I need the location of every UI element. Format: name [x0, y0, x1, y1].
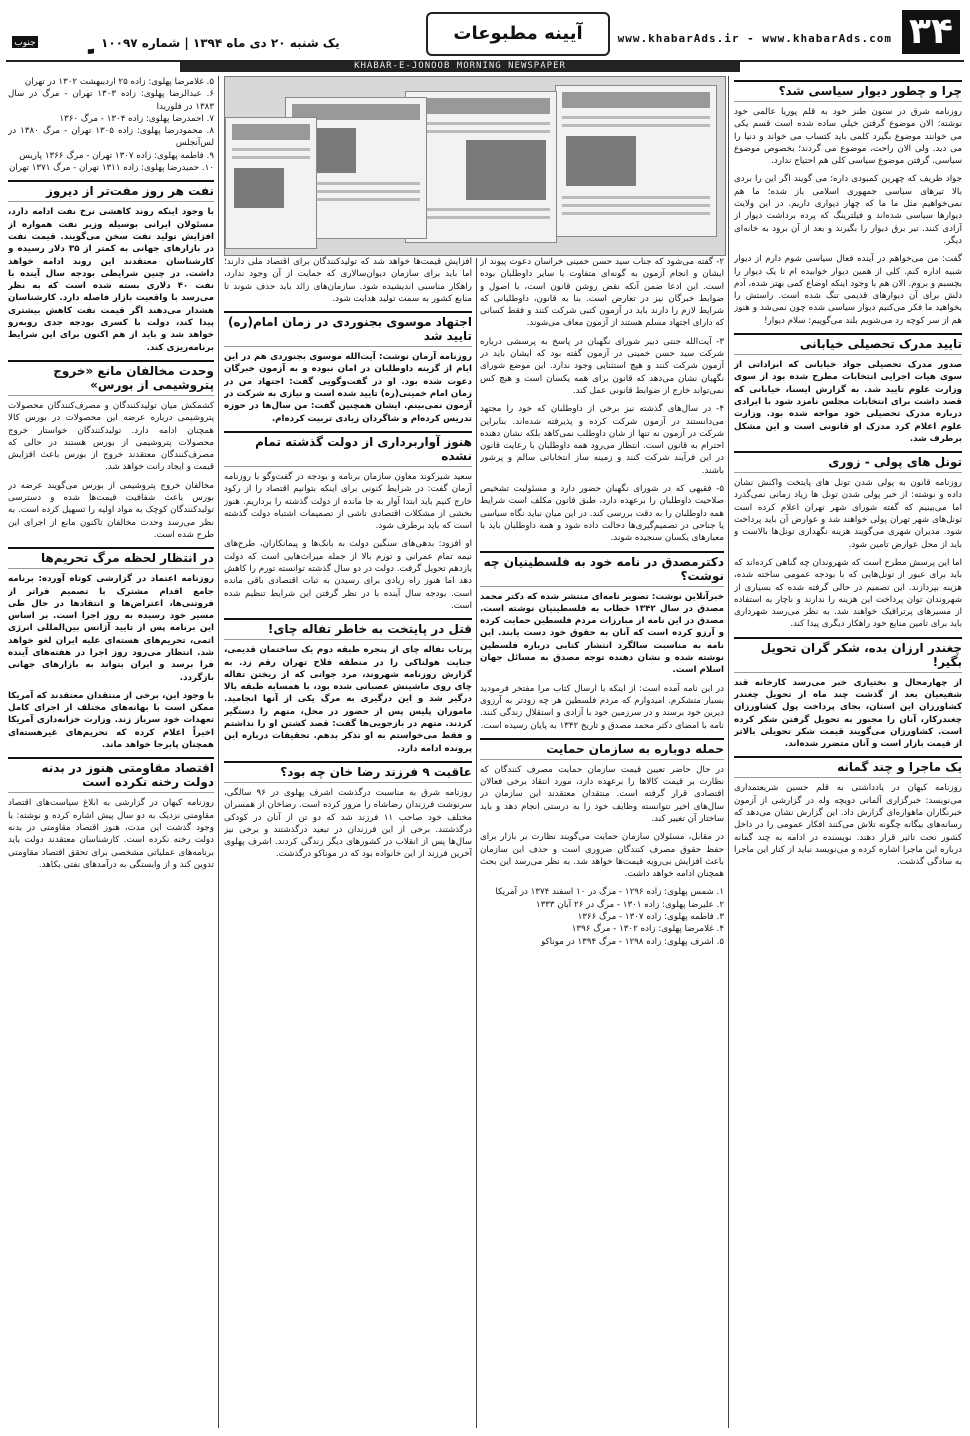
column-3	[224, 76, 472, 867]
article-title[interactable]: تونل های پولی - زوری	[734, 451, 962, 473]
family-list	[8, 76, 214, 174]
article-title[interactable]: اجتهاد موسوی بجنوردی در زمان امام(ره) تایید شد	[224, 311, 472, 347]
article-title[interactable]: قتل در پایتخت به خاطر تفاله چای!	[224, 618, 472, 640]
article-title[interactable]: چغندر ارزان بده، شکر گران تحویل بگیر!	[734, 637, 962, 673]
list-item: ۵. اشرف پهلوی: زاده ۱۲۹۸ - مرگ ۱۳۹۴ در موناکو	[541, 936, 724, 947]
article-title[interactable]: در انتظار لحظه مرگ تحریم‌ها	[8, 547, 214, 569]
article-text: سعید شیرکوند معاون سازمان برنامه و بودجه در گفت‌وگو با روزنامه آرمان گفت: در شرایط کنونی برای اینکه بتوانیم اقتصاد را از رکود خارج کنیم باید ابتدا آوار به جا مانده از دولت گذشته را برداریم. هنوز بخشی از مشکلات اقتصادی ناشی از تصمیمات اشتباه دولت گذشته است که باید برطرف شود.	[224, 471, 472, 532]
article-lead: پرتاب تفاله چای از پنجره طبقه دوم یک ساختمان قدیمی، جنایت هولناکی را در منطقه فلاح تهران رقم زد. به گزارش روزنامه شهروند، مرد جوانی که از ریختن تفاله چای روی ماشینش عصبانی شده بود، با همسایه طبقه بالا درگیر شد و این درگیری به مرگ یکی از آنها انجامید. ماموران پلیس پس از حضور در محل، متهم را دستگیر کردند. متهم در بازجویی‌ها گفت: قصد کشتن او را نداشتم و فقط می‌خواستم به او تذکر بدهم. تحقیقات درباره این پرونده ادامه دارد.	[224, 645, 472, 754]
article-lead: با وجود اینکه روند کاهشی نرخ نفت ادامه دارد، مسئولان ایرانی بوسیله وزیر نفت همواره از افزایش تولید نفت سخن می‌گویند. قیمت نفت در بازارهای جهانی به کمتر از ۳۵ دلار رسیده و کارشناسان معتقدند این روند ادامه خواهد داشت. در چنین شرایطی بودجه سال آینده با نفت ۴۰ دلاری بسته شده است که به نظر می‌رسد با واقعیت بازار فاصله دارد. کارشناسان هشدار می‌دهند اگر قیمت نفت کاهش بیشتری پیدا کند، دولت با کسری بودجه جدی روبه‌رو خواهد شد و باید از هم اکنون برای این شرایط برنامه‌ریزی کند.	[8, 207, 214, 353]
page-header	[6, 4, 964, 62]
list-item: ۵. غلامرضا پهلوی: زاده ۲۵ اردیبهشت ۱۳۰۲ در تهران	[24, 77, 214, 87]
column-2	[480, 76, 724, 954]
article-text: روزنامه شرق به مناسبت درگذشت اشرف پهلوی در ۹۶ سالگی، سرنوشت فرزندان رضاشاه را مرور کرده است. رضاخان از همسران مختلف خود صاحب ۱۱ فرزند شد که دو تن از آنان در کودکی درگذشتند. برخی از این فرزندان در تبعید درگذشتند و برخی نیز سال‌ها پس از انقلاب در کشورهای دیگر زندگی کردند. اشرف پهلوی آخرین فرزند از این خانواده بود که در موناکو درگذشت.	[224, 787, 472, 860]
article-title[interactable]: چرا و چطور دیوار سیاسی شد؟	[734, 80, 962, 102]
article-text: در مقابل، مسئولان سازمان حمایت می‌گویند نظارت بر بازار برای حفظ حقوق مصرف کنندگان ضروری است و حذف این سازمان باعث افزایش بی‌رویه قیمت‌ها خواهد شد. به نظر می‌رسد این بحث همچنان ادامه خواهد داشت.	[480, 832, 724, 880]
article-text: افزایش قیمت‌ها خواهد شد که تولیدکنندگان برای اقتصاد ملی دارند؛ اما باید برای سازمان دیوان‌سالاری که حمایت از آن وجود ندارد، راهکار مناسبی اندیشیده شود. سازمان‌های زائد باید حذف شوند تا منابع کشور به سمت تولید هدایت شود.	[224, 257, 472, 304]
list-item: ۲. علیرضا پهلوی: زاده ۱۳۰۱ - مرگ در ۲۶ آبان ۱۳۳۳	[535, 899, 724, 910]
article-title[interactable]: نفت هر روز مفت‌تر از دیروز	[8, 180, 214, 202]
newspaper-logo	[10, 6, 94, 56]
masthead-strap: KHABAR-E-JONOOB MORNING NEWSPAPER	[180, 60, 740, 72]
article-text: مخالفان خروج پتروشیمی از بورس می‌گویند عرضه در بورس باعث شفافیت قیمت‌ها شده و دسترسی تولیدکنندگان کوچک به مواد اولیه را تسهیل کرده است. به نظر می‌رسد وحدت مخالفان تاکنون مانع از اجرای این طرح شده است.	[8, 480, 214, 540]
list-item: ۱۰. حمیدرضا پهلوی: زاده ۱۳۱۱ تهران - مرگ ۱۳۷۱ تهران	[8, 163, 214, 174]
article-lead: صدور مدرک تحصیلی جواد خیابانی که ابراداتی از سوی هیات اجرایی انتخابات مطرح شده بود از سوی وزارت علوم تایید شد. به گزارش ایسنا، خیابانی که قصد داشت برای انتخابات مجلس نامزد شود با ایرادی درباره مدرک تحصیلی خود مواجه شده بود. وزارت علوم اعلام کرد مدرک او قانونی است و این مشکل برطرف شد.	[734, 360, 962, 444]
article-text: جواد ظریف که چهرین کمبودی داره؛ می گویند اگر این را بردی بالا تیرهای سیاسی جمهوری اسلامی باز شده؛ ما هم نمی‌خواهیم مثل ما ما که چهار دیواری داریم. در این ولایت دیوارها سیاسی شده‌اند و فیلترینگ که پرده برداشت دیوار از آزادی کنند. تیر برق دیوار را بگیرند و بعد از آن برود به خانه‌ای دیگر.	[734, 174, 962, 246]
article-title[interactable]: اقتصاد مقاومتی هنوز در بدنه دولت رخنه نکرده است	[8, 757, 214, 793]
article-title[interactable]: عاقبت ۹ فرزند رضا خان چه بود؟	[224, 761, 472, 783]
article-lead: خبرآنلاین نوشت: تصویر نامه‌ای منتشر شده که دکتر محمد مصدق در سال ۱۳۴۲ خطاب به فلسطینیان نوشته است. مصدق در این نامه از مبارزات مردم فلسطین حمایت کرده و آرزو کرده است که آنان به حقوق خود دست یابند. این نامه به مناسبت سالگرد انتشار کتابی درباره فلسطین نوشته شده و نشان دهنده توجه مصدق به مسائل جهان اسلام است.	[480, 591, 724, 676]
article-text: گفت: من می‌خواهم در آینده فعال سیاسی شوم دارم از دیوار شبیه اداره کنم. کلی از همین دیوار خوابیده ام تا یک دیوار را بچسبم و بروم. الان هم با وجود اینکه اوضاع کمی بهتر شده، آدم دلش برای آن دیوارهای قدیمی تنگ شده است. راستش را بخواهید ما فکر می‌کنیم دیوار سیاسی شده چون نمی‌شد و هنوز هم از سر کوچه رد می‌شویم بلند می‌گوییم: سلام دیوار!	[734, 254, 962, 326]
family-list	[480, 886, 724, 947]
list-item: ۹. فاطمه پهلوی: زاده ۱۳۰۷ تهران - مرگ ۱۳۶۶ پاریس	[19, 150, 214, 161]
article-title[interactable]: وحدت مخالفان مانع «خروج پتروشیمی از بورس»	[8, 360, 214, 396]
page-number: ۳۴	[902, 10, 960, 54]
article-text: در این نامه آمده است: از اینکه با ارسال کتاب مرا مفتخر فرمودید بسیار متشکرم. امیدوارم که مردم فلسطین هر چه زودتر به آرزوی دیرین خود برسند و در سرزمین خود با آزادی و استقلال زندگی کنند. نامه با امضای دکتر محمد مصدق و تاریخ ۱۳۴۲ به پایان رسیده است.	[480, 683, 724, 731]
article-lead: از چهارمحال و بختیاری خبر می‌رسد کارخانه قند شفیعیان بعد از گذشت چند ماه از تحویل چغندر کشاورزان این استان، بجای پرداخت پول کشاورزان چغندرکار، آنان را مجبور به تحویل گرفتن شکر کرده است. کشاورزان می‌گویند قیمت شکر تحویلی بالاتر از قیمت بازار است و آنان متضرر شده‌اند.	[734, 677, 962, 750]
article-text: روزنامه شرق در ستون طنز خود به قلم پوریا عالمی خود نوشته: الان موضوع گرفتن خیلی ساده شده است قسم یکی می خوانند موضوع بگیرد کلمی باید کتساب می خواند و دنیا را می دید. ولی الان راحت، موضوع می گردند؛ بخصوص موضوع سیاسی. گرفتن موضوع سیاسی کلی هم احتیاج ندارد.	[734, 107, 962, 167]
article-text: با وجود این، برخی از منتقدان معتقدند که آمریکا ممکن است با بهانه‌های مختلف از اجرای کامل تعهدات خود سرباز زند. وزارت خزانه‌داری آمریکا اخیراً اعلام کرده که تحریم‌های غیرهسته‌ای همچنان پابرجا خواهد ماند.	[8, 690, 214, 751]
article-title[interactable]: هنوز آواربرداری از دولت گذشته تمام نشده	[224, 431, 472, 467]
svg-text:جنوب: جنوب	[14, 38, 36, 48]
issue-line: یک شنبه ۲۰ دی ماه ۱۳۹۴ | شماره ۱۰۰۹۷	[101, 36, 340, 50]
list-item: ۳. فاطمه پهلوی: زاده ۱۳۰۷ - مرگ ۱۳۶۶	[577, 912, 724, 923]
article-text: ۴- در سال‌های گذشته نیز برخی از داوطلبان که خود را مجتهد می‌دانستند در آزمون شرکت کرده و پذیرفته شده‌اند. بنابراین شرکت در آزمون نه تنها از شان داوطلب نمی‌کاهد بلکه نشان دهنده احترام به قانون است. انتظار می‌رود همه داوطلبان با رعایت قانون در این فرآیند شرکت کنند و زمینه ساز انتخاباتی سالم و پرشور باشند.	[480, 404, 724, 476]
article-title[interactable]: تایید مدرک تحصیلی خیابانی	[734, 333, 962, 355]
article-text: کشمکش میان تولیدکنندگان و مصرف‌کنندگان محصولات پتروشیمی درباره عرضه این محصولات در بورس کالا همچنان ادامه دارد. تولیدکنندگان خواستار خروج محصولات پتروشیمی از بورس هستند در حالی که مصرف‌کنندگان معتقدند خروج از بورس باعث افزایش قیمت و ایجاد رانت خواهد شد.	[8, 400, 214, 473]
list-item: ۷. احمدرضا پهلوی: زاده ۱۳۰۴ - مرگ ۱۳۶۰	[59, 113, 214, 124]
article-text: ۵- فقیهی که در شورای نگهبان حضور دارد و مسئولیت تشخیص صلاحیت داوطلبان را برعهده دارد، طبق قانون مکلف است شرایط همه داوطلبان را به دقت بررسی کند. در این میان نباید نگاه سیاسی یا جناحی در تصمیم‌گیری‌ها دخالت داده شود و همه داوطلبان باید با معیارهای یکسان سنجیده شوند.	[480, 484, 724, 544]
article-text: اما این پرسش مطرح است که شهروندان چه گناهی کرده‌اند که باید برای عبور از تونل‌هایی که با بودجه عمومی ساخته شده، هزینه بپردازند. این تصمیم در حالی گرفته شده که بسیاری از شهروندان توان پرداخت این هزینه را ندارند و ناچار به استفاده از مسیرهای پرترافیک خواهند شد. به نظر می‌رسد شهرداری باید برای تامین منابع خود راهکار دیگری پیدا کند.	[734, 557, 962, 630]
section-title: آیینه مطبوعات	[426, 12, 610, 56]
article-text: روزنامه کیهان در گزارشی به ابلاغ سیاست‌های اقتصاد مقاومتی نزدیک به دو سال پیش اشاره کرده و نوشته: با وجود گذشت این مدت، هنوز اقتصاد مقاومتی در بدنه دولت رخنه نکرده است. کارشناسان معتقدند دولت باید برنامه‌های عملیاتی مشخصی برای تحقق اقتصاد مقاومتی تدوین کند و از وابستگی به درآمدهای نفتی بکاهد.	[8, 798, 214, 870]
article-text: ۳- آیت‌الله جنتی دبیر شورای نگهبان در پاسخ به پرسشی درباره شرکت سید حسن خمینی در آزمون گفته بود که ایشان باید در آزمون شرکت کنند و هیچ استثنایی وجود ندارد. این موضع شورای نگهبان نشان می‌دهد که قانون برای همه یکسان است و هیچ کس نمی‌تواند خارج از ضوابط قانونی عمل کند.	[480, 336, 724, 396]
article-title[interactable]: حمله دوباره به سازمان حمایت	[480, 738, 724, 760]
list-item: ۶. عبدالرضا پهلوی: زاده ۱۳۰۳ تهران - مرگ در سال ۱۳۸۳ در فلوریدا	[8, 89, 214, 112]
article-text: روزنامه کیهان در یادداشتی به قلم حسین شریعتمداری می‌نویسد: خبرگزاری آلمانی دویچه وله در گزارشی از آزمون خبرنگاران ماهواره‌ای گزارش داد. این گزارش نشان می‌دهد که رسانه‌های بیگانه چگونه تلاش می‌کنند افکار عمومی را در داخل کشور تحت تاثیر قرار دهند. نویسنده در ادامه به چند گمانه درباره این ماجرا اشاره کرده و می‌نویسد نباید از کنار این ماجرا به سادگی گذشت.	[734, 783, 962, 868]
article-title[interactable]: یک ماجرا و چند گمانه	[734, 756, 962, 778]
article-lead: روزنامه آرمان نوشت: آیت‌الله موسوی بجنوردی هم در این ایام از گزینه داوطلبان در امان نبوده و به آزمون خبرگان دعوت شده بود. او در گفت‌وگویی گفت: اجتهاد من در زمان امام خمینی(ره) تایید شده است و نیازی به شرکت در آزمون نمی‌بینم. ایشان همچنین گفت: من سال‌ها در حوزه تدریس کرده‌ام و شاگردان زیادی تربیت کرده‌ام.	[224, 352, 472, 424]
list-item: ۴. غلامرضا پهلوی: زاده ۱۳۰۲ - مرگ ۱۳۹۶	[571, 924, 724, 935]
article-text: روزنامه قانون به پولی شدن تونل های پایتخت واکنش نشان داده و نوشته: از خبر پولی شدن تونل ها زیاد زمانی نمی‌گذرد اما می‌بینیم که گفته شورای شهر تهران اعلام کرده است تونل‌های شهر تهران پولی خواهند شد و عوارض آن باید پرداخت شود. مدیران شهری می‌گویند هزینه نگهداری تونل‌ها بالاست و باید از محل عوارض تامین شود.	[734, 478, 962, 550]
article-text: او افزود: بدهی‌های سنگین دولت به بانک‌ها و پیمانکاران، طرح‌های نیمه تمام عمرانی و تورم بالا از جمله میراث‌هایی است که دولت یازدهم تحویل گرفت. دولت در دو سال گذشته توانسته تورم را کاهش دهد اما هنوز راه زیادی برای رسیدن به ثبات اقتصادی باقی مانده است. بودجه سال آینده با در نظر گرفتن این شرایط تنظیم شده است.	[224, 539, 472, 611]
site-urls[interactable]: www.khabarAds.ir - www.khabarAds.com	[617, 32, 892, 45]
list-item: ۱. شمس پهلوی: زاده ۱۲۹۶ - مرگ در ۱۰ اسفند ۱۳۷۴ در آمریکا	[495, 887, 724, 898]
list-item: ۸. محمودرضا پهلوی: زاده ۱۳۰۵ تهران - مرگ ۱۳۸۰ در لس‌آنجلس	[8, 126, 214, 149]
article-text: در حال حاضر تعیین قیمت سازمان حمایت مصرف کنندگان که نظارت بر قیمت کالاها را برعهده دارد، مورد انتقاد برخی فعالان اقتصادی قرار گرفته است. منتقدان معتقدند این سازمان در سال‌های اخیر نتوانسته وظایف خود را به درستی انجام دهد و باید ساختار آن تغییر کند.	[480, 764, 724, 824]
article-text: ۲- گفته می‌شود که جناب سید حسن خمینی خراسان دعوت پیوند از ایشان و انجام آزمون به گونه‌ای متفاوت با سایر داوطلبان بوده است. این ادعا ضمن آنکه نقض روشن قانون است، با اصول و ضوابط خبرگان نیز در تعارض است. بنا به قانون، داوطلبانی که شرایط لازم را دارند باید در آزمون کتبی شرکت کنند و فقط کسانی که دارای اجتهاد مسلم هستند از آزمون معاف می‌شوند.	[480, 257, 724, 329]
article-title[interactable]: دکترمصدق در نامه خود به فلسطینیان چه نوشت؟	[480, 551, 724, 587]
column-4	[8, 76, 214, 877]
article-lead: روزنامه اعتماد در گزارشی کوتاه آورده: برنامه جامع اقدام مشترک با تصمیم فراتر از فروتنی‌ها، اعتراض‌ها و انتقادها در حال طی مسیر خود رسیده به روز اجرا است. بر اساس این برنامه پس از تایید آژانس بین‌المللی انرژی اتمی، تحریم‌های هسته‌ای علیه ایران لغو خواهد شد. انتظار می‌رود روز اجرا در هفته‌های آینده فرا برسد و ایران بتواند به بازارهای جهانی بازگردد.	[8, 574, 214, 683]
column-1	[734, 76, 962, 875]
